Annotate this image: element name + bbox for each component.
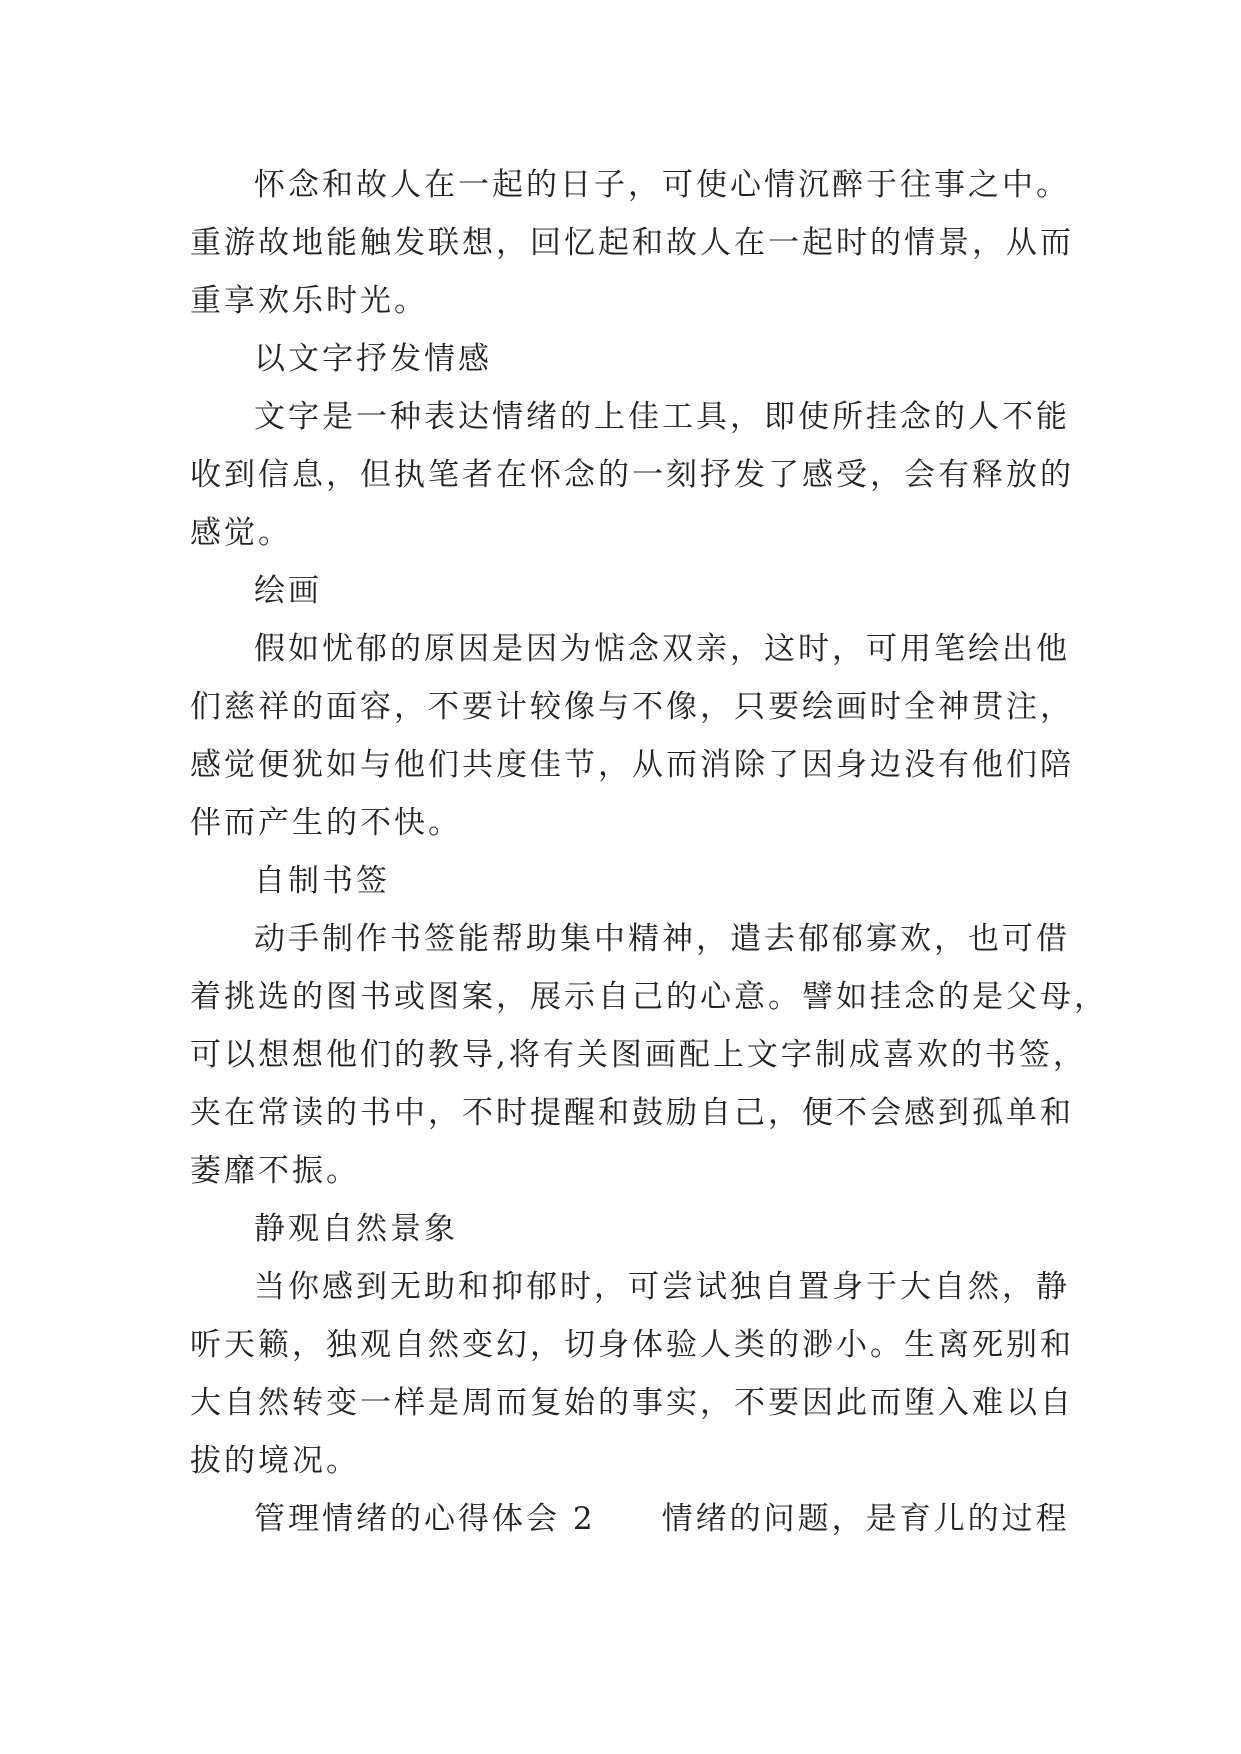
- paragraph-line: 感觉便犹如与他们共度佳节，从而消除了因身边没有他们陪: [190, 747, 1074, 783]
- paragraph-line: 着挑选的图书或图案，展示自己的心意。譬如挂念的是父母，: [190, 979, 1108, 1015]
- paragraph-line: 听天籁，独观自然变幻，切身体验人类的渺小。生离死别和: [190, 1327, 1074, 1363]
- paragraph-line: 夹在常读的书中，不时提醒和鼓励自己，便不会感到孤单和: [190, 1095, 1074, 1131]
- paragraph-line: 当你感到无助和抑郁时，可尝试独自置身于大自然，静: [254, 1269, 1070, 1305]
- paragraph-line: 伴而产生的不快。: [190, 805, 462, 841]
- paragraph-line: 可以想想他们的教导,将有关图画配上文字制成喜欢的书签，: [190, 1037, 1087, 1073]
- paragraph-line: 文字是一种表达情绪的上佳工具，即使所挂念的人不能: [254, 399, 1070, 435]
- paragraph-start: 情绪的问题，是育儿的过程: [661, 1501, 1070, 1537]
- section-heading: 绘画: [254, 573, 322, 609]
- paragraph-line: 大自然转变一样是周而复始的事实，不要因此而堕入难以自: [190, 1385, 1074, 1421]
- paragraph-line: 重游故地能触发联想，回忆起和故人在一起时的情景，从而: [190, 225, 1074, 261]
- section-heading: 以文字抒发情感: [254, 341, 492, 377]
- paragraph-line: 拔的境况。: [190, 1443, 360, 1479]
- paragraph-line: 们慈祥的面容，不要计较像与不像，只要绘画时全神贯注，: [190, 689, 1074, 725]
- section-title: 管理情绪的心得体会 2: [254, 1501, 596, 1537]
- document-body: [190, 156, 1108, 1548]
- paragraph-line: 怀念和故人在一起的日子，可使心情沉醉于往事之中。: [254, 167, 1070, 203]
- paragraph-line: 动手制作书签能帮助集中精神，遣去郁郁寡欢，也可借: [254, 921, 1070, 957]
- final-line: [190, 1490, 1070, 1548]
- paragraph-line: 感觉。: [190, 515, 292, 551]
- section-heading: 自制书签: [254, 863, 390, 899]
- paragraph-line: 萎靡不振。: [190, 1153, 360, 1189]
- paragraph-line: 收到信息，但执笔者在怀念的一刻抒发了感受，会有释放的: [190, 457, 1074, 493]
- section-heading: 静观自然景象: [254, 1211, 458, 1247]
- paragraph-line: 假如忧郁的原因是因为惦念双亲，这时，可用笔绘出他: [254, 631, 1070, 667]
- paragraph-line: 重享欢乐时光。: [190, 283, 428, 319]
